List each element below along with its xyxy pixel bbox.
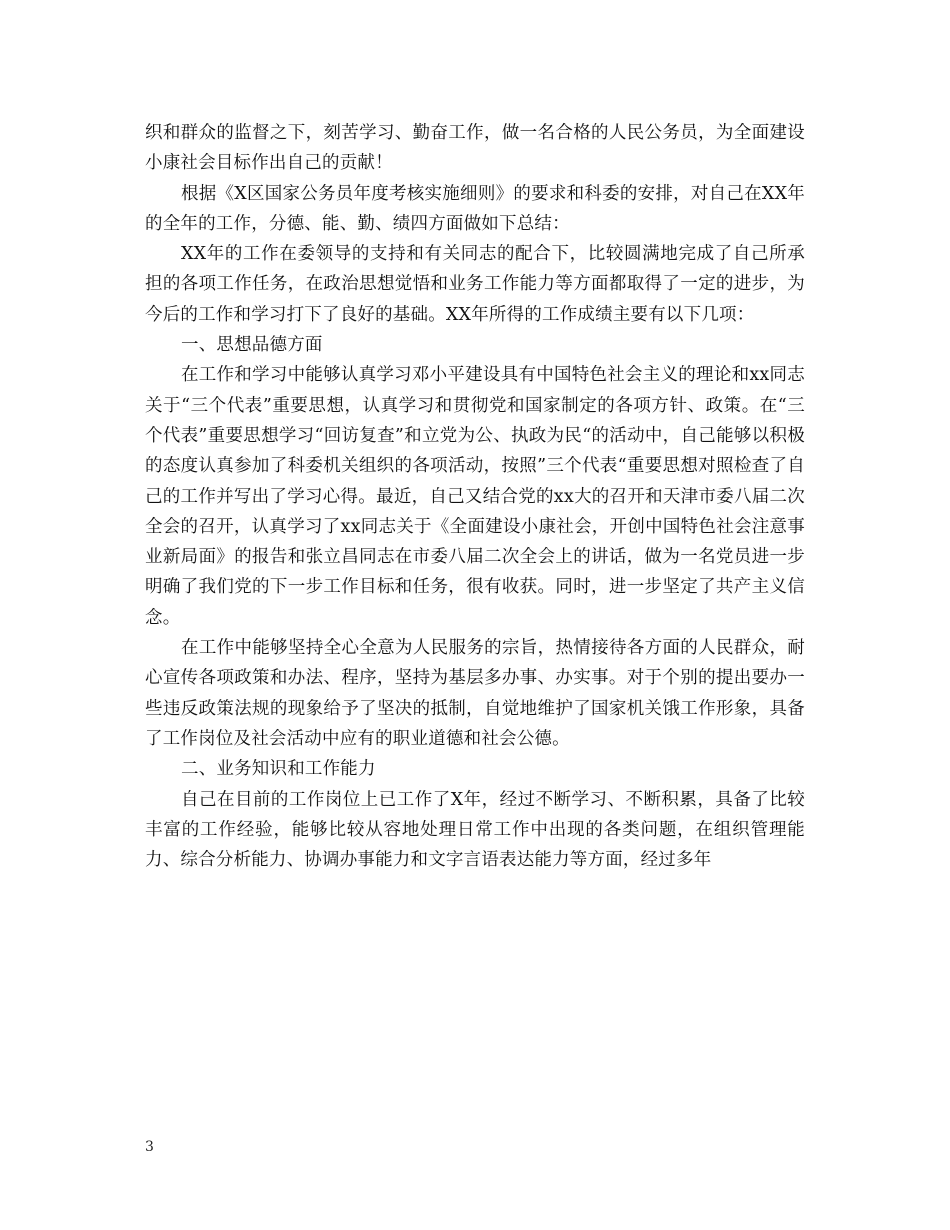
paragraph-continuation: 织和群众的监督之下，刻苦学习、勤奋工作，做一名合格的人民公务员，为全面建设小康社会目标作出自己的贡献！ — [145, 123, 805, 174]
paragraph-summary: XX年的工作在委领导的支持和有关同志的配合下，比较圆满地完成了自己所承担的各项工作任务，在政治思想觉悟和业务工作能力等方面都取得了一定的进步，为今后的工作和学习打下了良好的基础。XX年所得的工作成绩主要有以下几项： — [145, 244, 805, 325]
paragraph-ideology-service: 在工作中能够坚持全心全意为人民服务的宗旨，热情接待各方面的人民群众，耐心宣传各项政策和办法、程序，坚持为基层多办事、办实事。对于个别的提出要办一些违反政策法规的现象给予了坚决的抵制，自觉地维护了国家机关饿工作形象，具备了工作岗位及社会活动中应有的职业道德和社会公德。 — [145, 638, 805, 749]
paragraph-business-ability: 自己在目前的工作岗位上已工作了X年，经过不断学习、不断积累，具备了比较丰富的工作经验，能够比较从容地处理日常工作中出现的各类问题，在组织管理能力、综合分析能力、协调办事能力和文字言语表达能力等方面，经过多年 — [145, 789, 805, 871]
document-body — [145, 118, 805, 875]
section-heading-ideology: 一、思想品德方面 — [181, 335, 323, 356]
page-number: 3 — [145, 1139, 154, 1155]
paragraph-ideology-study: 在工作和学习中能够认真学习邓小平建设具有中国特色社会主义的理论和xx同志关于“三个代表”重要思想，认真学习和贯彻党和国家制定的各项方针、政策。在“三个代表”重要思想学习“回访复查”和立党为公、执政为民“的活动中，自己能够以积极的态度认真参加了科委机关组织的各项活动，按照”三个代表“重要思想对照检查了自己的工作并写出了学习心得。最近，自己又结合党的xx大的召开和天津市委八届二次全会的召开，认真学习了xx同志关于《全面建设小康社会，开创中国特色社会注意事业新局面》的报告和张立昌同志在市委八届二次全会上的讲话，做为一名党员进一步明确了我们党的下一步工作目标和任务，很有收获。同时，进一步坚定了共产主义信念。 — [145, 365, 805, 628]
section-heading-business: 二、业务知识和工作能力 — [181, 759, 376, 780]
paragraph-intro: 根据《X区国家公务员年度考核实施细则》的要求和科委的安排，对自己在XX年的全年的工作，分德、能、勤、绩四方面做如下总结： — [145, 183, 805, 234]
